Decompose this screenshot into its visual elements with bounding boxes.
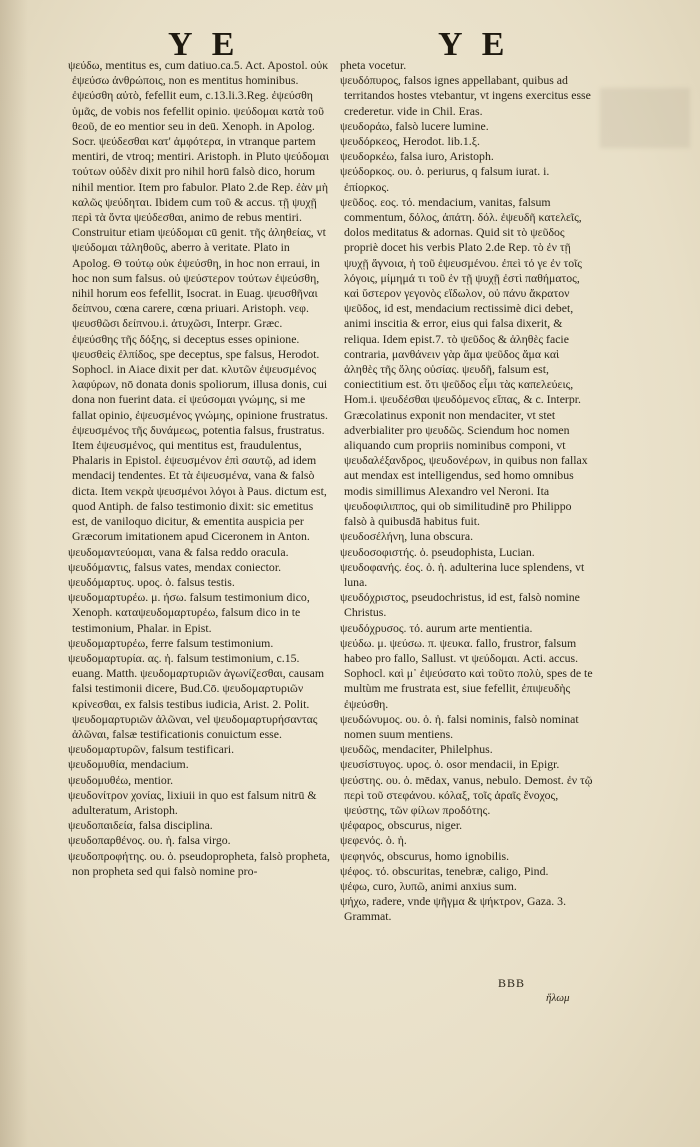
dictionary-entry: ψευδόμαντις, falsus vates, mendax coniector. <box>68 559 282 574</box>
dictionary-entry: ψευδομαρτυρία. ας. ἡ. falsum testimonium, c.15. euang. Matth. ψευδομαρτυριῶν ἀγωνίζεσθαι, causam falsi testimonii dicere, Bud.Cō. ψευδομαρτυριῶν κρίνεσθαι, ex falsis testibus iudicia, Arist. 2. Polit. ψευδομαρτυριῶν ἁλῶναι, vel ψευδομαρτυρήσαντας ἁλῶναι, falsæ testificationis conuictum esse. <box>68 650 325 741</box>
dictionary-entry: ψευδοπαιδεία, falsa disciplina. <box>68 818 213 833</box>
dictionary-entry: ψεύδορκος. ου. ὁ. periurus, q falsum iurat. i. ἐπίορκος. <box>340 164 550 194</box>
dictionary-entry: ψέφος. τό. obscuritas, tenebræ, caligo, Pind. <box>340 863 549 878</box>
dictionary-entry: ψευδόμαρτυς. υρος. ὁ. falsus testis. <box>68 574 235 589</box>
dictionary-entry: ψευδομυθέω, mentior. <box>68 772 174 787</box>
running-header-left: Y E <box>168 26 241 63</box>
dictionary-entry: ψευδομαντεύομαι, vana & falsa reddo oracula. <box>68 544 289 559</box>
dictionary-entry: ψεφηνός, obscurus, homo ignobilis. <box>340 848 510 863</box>
dictionary-entry: ψευδόρκεος, Herodot. lib.1.ξ. <box>340 134 480 149</box>
catchword: ἥλωμ <box>546 992 570 1004</box>
ink-bleed-through <box>600 88 690 148</box>
dictionary-entry: ψευδοσέλήνη, luna obscura. <box>340 529 474 544</box>
running-header-right: Y E <box>438 26 511 63</box>
dictionary-entry: ψευδοφανής. έος. ὁ. ἡ. adulterina luce splendens, vt luna. <box>340 559 585 589</box>
dictionary-entry: ψεύδω. μ. ψεύσω. π. ψευκα. fallo, frustror, falsum habeo pro fallo, Sallust. vt ψεύδομαι. Acti. accus. Sophocl. καὶ μ᾽ ἐψεύσατο καὶ τοῦτο πολὺ, spes de te multùm me frustrata est, siue fefellit, ἐπιψευδὴς ἐψεύσθη. <box>340 635 593 711</box>
dictionary-entry: ψεύδω, mentitus es, cum datiuo.ca.5. Act. Apostol. οὐκ ἐψεύσω ἀνθρώποις, non es mentitus hominibus. ἐψεύσθη αὐτὸ, fefellit eum, c.13.li.3.Reg. ἐψεύσθη ὑμᾶς, de vobis nos fefellit opinio. ψεύδομαι κατὰ τοῦ θεοῦ, de eo mentior seu in deū. Xenoph. in Apolog. Socr. ψεύδεσθαι κατ' ἀμφότερα, in vtranque partem mentiri, de vtroq; mentiri. Aristoph. in Pluto ψεύδομαι τούτων οὐδὲν dixit pro nihil horū falsò dico, horum nihil mentior. Item pro fabulor. Plato 2.de Rep. ἐὰν μὴ καλῶς ψεύδηται. Ibidem cum τοῦ & accus. τῇ ψυχῇ περὶ τὰ ὄντα ψεύδεσθαι, animo de rebus mentiri. Construitur etiam ψεύδομαι cū genit. τῆς ἀληθείας, vt ψεύδομαι τἀληθοῦς, aberro à veritate. Plato in Apolog. Θ τούτῳ οὐκ ἐψεύσθη, in hoc non erraui, in hoc non sum falsus. οὐ ψεύστερον τούτων ἐψεύσθη, nihil horum eos fefellit, Isocrat. in Euag. ψευσθῆναι δείπνου, cœna carere, cœna priuari. Aristoph. νεφ. ψευσθῶσι δείπνου.i. ἀτυχῶσι, Interpr. Græc. ἐψεύσθης τῆς δόξης, si deceptus esses opinione. ψευσθεὶς ἐλπίδος, spe deceptus, spe falsus, Herodot. Sophocl. in Aiace dixit per dat. κλυτῶν ἐψευσμένος λαφύρων, nō donata donis spoliorum, illusa donis, cui dona non fuerint data. εἰ ψεύσομαι γνώμης, si me fallat opinio, ἐψευσμένος γνώμης, opinione frustratus. ἐψευσμένος τῆς δυνάμεως, potentia falsus, frustratus. Item ἐψευσμένος, qui mentitus est, fraudulentus, Phalaris in Epistol. ἐψευσμένον ἐπὶ σαυτῷ, ad idem mendacij tendentes. Et τὰ ἐψευσμένα, vana & falsò dicta. Item νεκρὰ ψευσμένοι λόγοι à Paus. dictum est, quod Antiph. de falso testimonio dixit: sic emetitus est, de vaniloquo dicitur, & ementita auspicia per Græcorum imitationem apud Ciceronem in Anton. <box>68 58 329 544</box>
dictionary-entry: ψευδομαρτυρέω, ferre falsum testimonium. <box>68 635 274 650</box>
dictionary-entry: ψευδοράω, falsò lucere lumine. <box>340 118 489 133</box>
dictionary-entry: ψευδομαρτυρέω. μ. ήσω. falsum testimonium dico, Xenoph. καταψευδομαρτυρέω, falsum dico in te testimonium, Phalar. in Epist. <box>68 590 310 635</box>
dictionary-entry: ψευδορκέω, falsa iuro, Aristoph. <box>340 149 494 164</box>
dictionary-entry: ψευδόπυρος, falsos ignes appellabant, quibus ad territandos hostes vtebantur, vt ingens exercitus esse crederetur. vide in Chil. Eras. <box>340 73 591 118</box>
dictionary-entry: ψευδώνυμος. ου. ὁ. ἡ. falsi nominis, falsò nominat nomen suum mentiens. <box>340 711 579 741</box>
gutter-shadow <box>0 0 28 1147</box>
dictionary-entry: ψεύστης. ου. ὁ. mēdax, vanus, nebulo. Demost. ἐν τῷ περὶ τοῦ στεφάνου. κόλαξ, τοῖς ἀραῖς ἔνοχος, ψεύστης, τῶν φίλων προδότης. <box>340 772 593 817</box>
dictionary-entry: ψέφω, curo, λυπῶ, animi anxius sum. <box>340 878 517 893</box>
dictionary-entry: ψευδοπροφήτης. ου. ὁ. pseudopropheta, falsò propheta, non propheta sed qui falsò nomine pro- <box>68 848 330 878</box>
dictionary-entry: ψευδῶς, mendaciter, Philelphus. <box>340 742 493 757</box>
dictionary-entry: ψευδονίτρον χονίας, lixiuii in quo est falsum nitrū & adulteratum, Aristoph. <box>68 787 317 817</box>
dictionary-entry: pheta vocetur. <box>340 58 407 72</box>
dictionary-entry: ψεῦδος. εος. τό. mendacium, vanitas, falsum commentum, δόλος, ἀπάτη. δόλ. ἐψευδῆ κατελεῖς, dolos meditatus & adornas. Quid sit τὸ ψεῦδος propriè docet his verbis Plato 2.de Rep. τὸ ἐν τῇ ψυχῇ ἄγνοια, ἡ τοῦ ἐψευσμένου. ἐπεὶ τό γε ἐν τοῖς λόγοις, μίμημά τι τοῦ ἐν τῇ ψυχῇ ἐστὶ παθήματος, καὶ ὕστερον γεγονὸς εἴδωλον, οὐ πάνυ ἄκρατον ψεῦδος, id est, mendacium rectissimè dici debet, animi inscitia & error, eius qui falsa dixerit, & reliqua. Idem epist.7. τὸ ψεῦδος & ἀληθὲς facie contraria, μανθάνειν γὰρ ἅμα ψεῦδος ἅμα καὶ ἀληθὲς τῆς ὅλης οὐσίας. ψευδῆ, falsum est, coniectitium est. ὅτι ψεῦδος εἶμι τὰς καπελεύεις, Hom.i. ψευδέσθαι ψευδόμενος εἴπας, & c. Interpr. Græcolatinus exponit non mendaciter, vt stet adverbialiter pro ψευδῶς. Sciendum hoc nomen aliquando cum propriis nominibus componi, vt ψευδαλέξανδρος, ψευδονέρων, in quibus non fallax aut mendax est intelligendus, sed homo omnibus modis simillimus Alexandro vel Neroni. Ita ψευδοφιλιππος, qui ob similitudinē pro Philippo falsò à quibusdā habitus fuit. <box>340 194 588 529</box>
dictionary-entry: ψευσίστυγος. υρος. ὁ. osor mendacii, in Epigr. <box>340 757 560 772</box>
right-column <box>340 58 594 925</box>
dictionary-entry: ψευδομυθία, mendacium. <box>68 757 189 772</box>
dictionary-entry: ψήχω, radere, vnde ψῆγμα & ψήκτρον, Gaza. 3. Grammat. <box>340 894 567 924</box>
dictionary-entry: ψευδομαρτυρῶν, falsum testificari. <box>68 742 235 757</box>
dictionary-entry: ψευδοπαρθένος. ου. ἡ. falsa virgo. <box>68 833 231 848</box>
left-column <box>68 58 330 879</box>
dictionary-entry: ψεφενός. ὁ. ἡ. <box>340 833 407 848</box>
dictionary-entry: ψέφαρος, obscurus, niger. <box>340 818 463 833</box>
dictionary-entry: ψευδόχριστος, pseudochristus, id est, falsò nomine Christus. <box>340 590 580 620</box>
dictionary-entry: ψευδοσοφιστής. ὁ. pseudophista, Lucian. <box>340 544 535 559</box>
signature-mark: BBB <box>498 976 526 990</box>
dictionary-entry: ψευδόχρυσος. τό. aurum arte mentientia. <box>340 620 533 635</box>
